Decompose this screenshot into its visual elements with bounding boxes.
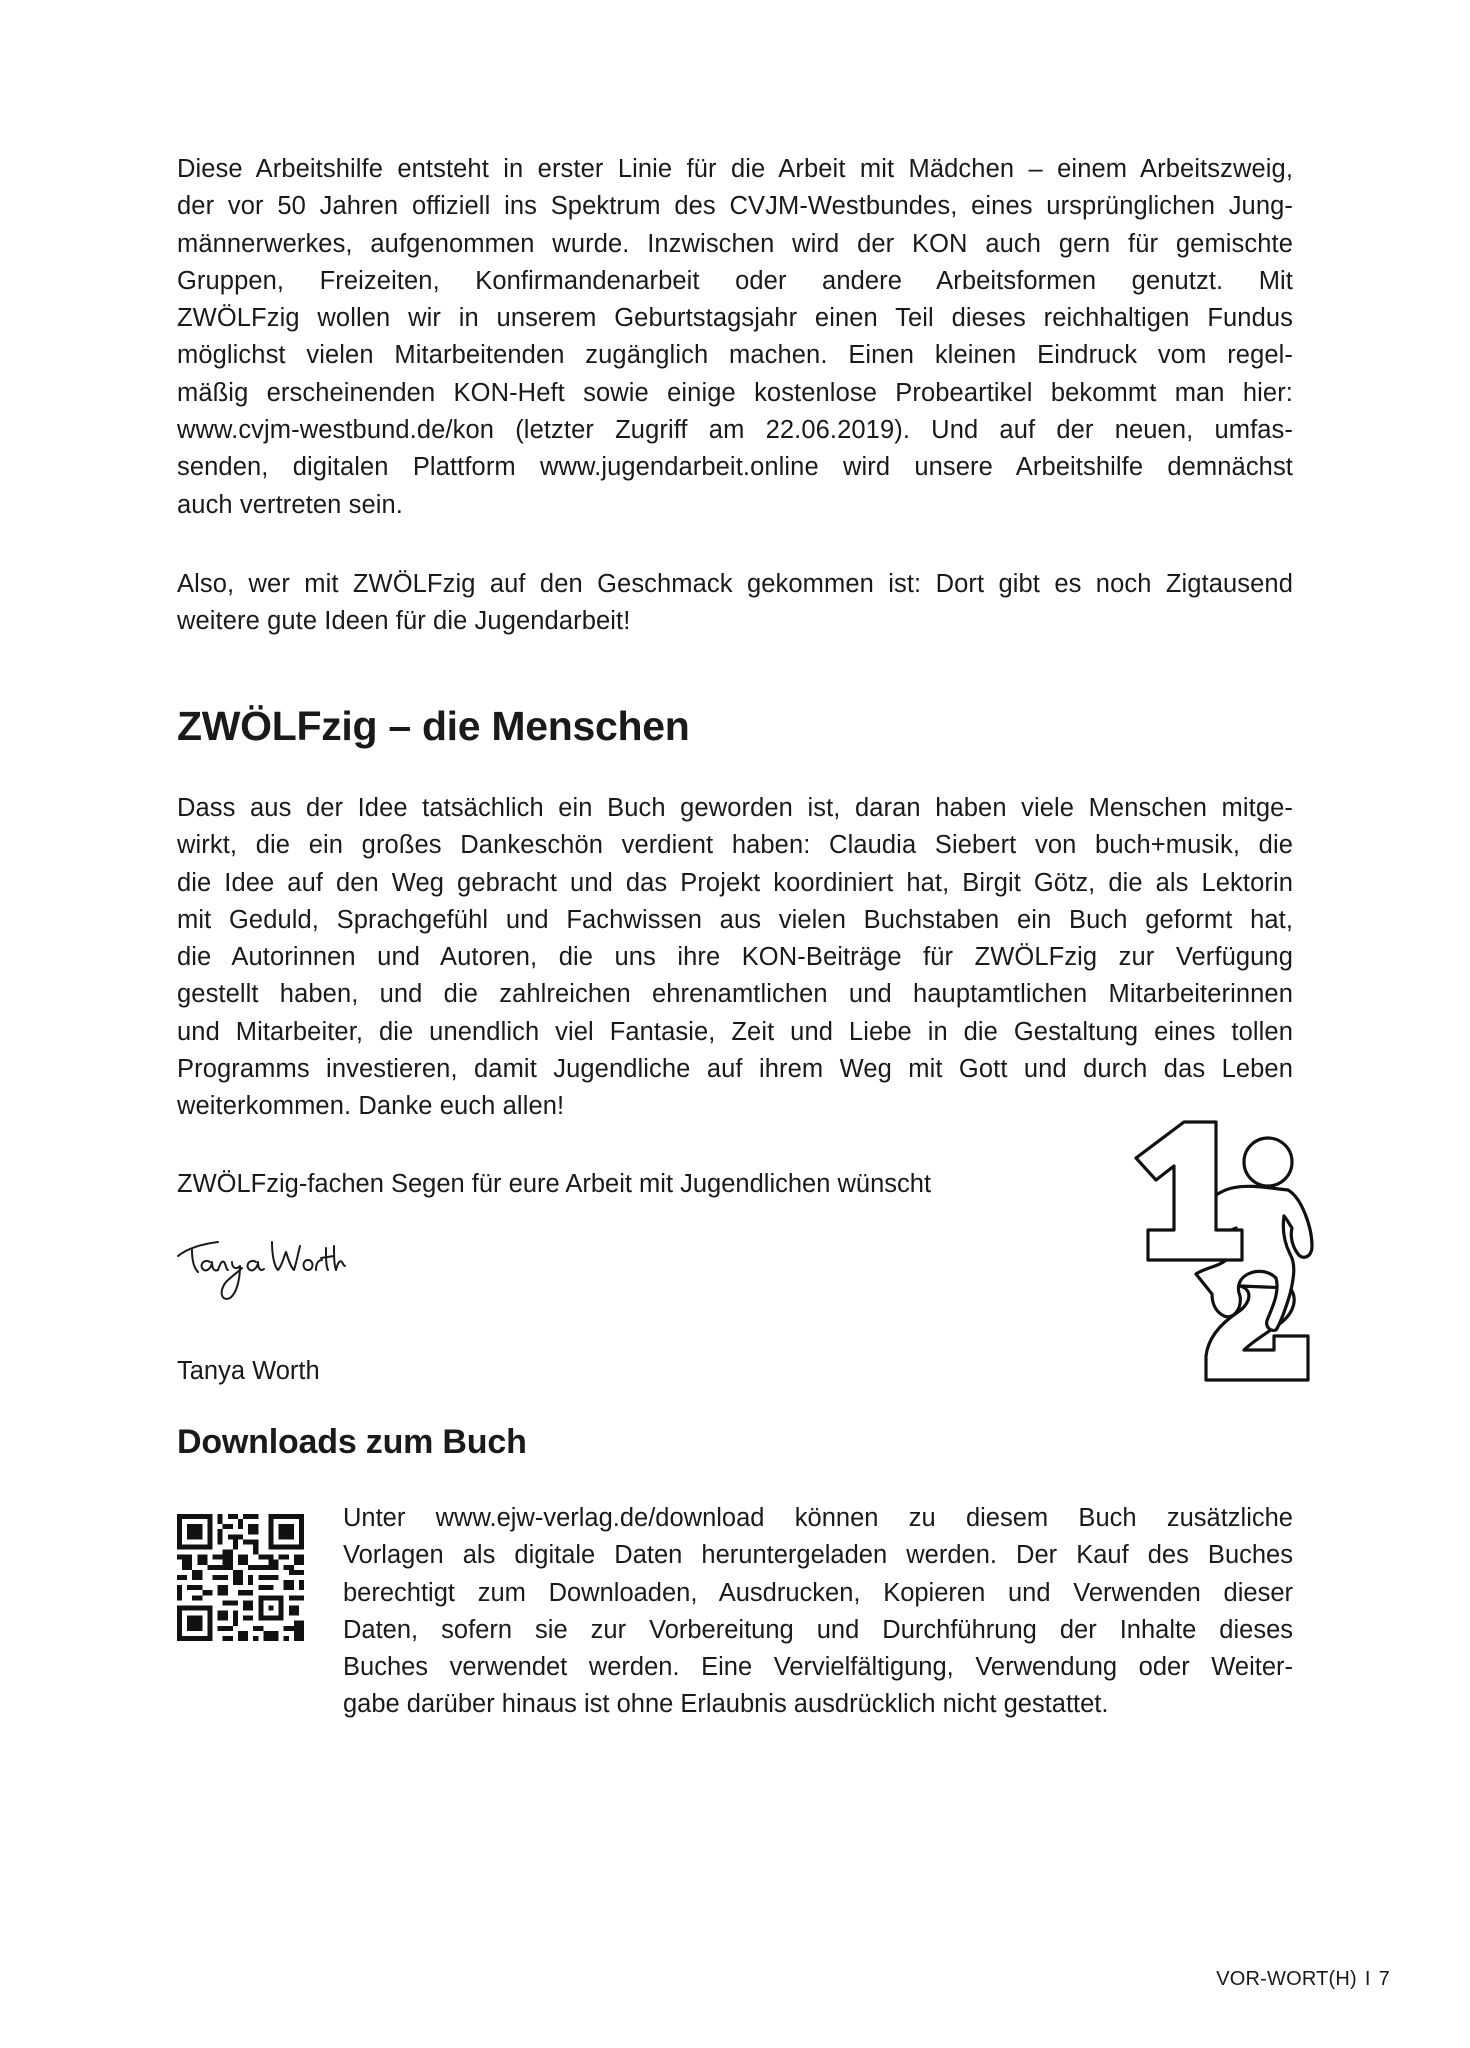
text-line: berechtigt zum Downloaden, Ausdrucken, Kopieren und Verwenden dieser (343, 1578, 1293, 1607)
text-line: Also, wer mit ZWÖLFzig auf den Geschmack gekommen ist: Dort gibt es noch Zigtausend (177, 570, 1293, 598)
text-line: wirkt, die ein großes Dankeschön verdient haben: Claudia Siebert von buch+musik, die (177, 831, 1293, 860)
page-number: 7 (1378, 1968, 1390, 1990)
intro-paragraph-1 (177, 151, 1293, 524)
text-line: möglichst vielen Mitarbeitenden zugänglich machen. Einen kleinen Eindruck vom regel- (177, 341, 1293, 370)
zwoelfzig-logo-icon (1122, 1118, 1322, 1388)
text-line: weitere gute Ideen für die Jugendarbeit! (177, 607, 631, 636)
text-line: weiterkommen. Danke euch allen! (177, 1092, 565, 1121)
text-line: die Autorinnen und Autoren, die uns ihre KON-Beiträge für ZWÖLFzig zur Verfügung (177, 943, 1293, 972)
running-section-title: VOR-WORT(H) (1216, 1968, 1357, 1990)
intro-paragraph-2 (177, 566, 1293, 641)
text-line: Daten, sofern sie zur Vorbereitung und Durchführung der Inhalte dieses (343, 1615, 1293, 1644)
downloads-paragraph (343, 1500, 1293, 1724)
text-line: senden, digitalen Plattform www.jugendarbeit.online wird unsere Arbeitshilfe demnächst (177, 453, 1293, 482)
text-line: www.cvjm-westbund.de/kon (letzter Zugriff am 22.06.2019). Und auf der neuen, umfas- (177, 416, 1293, 445)
section-heading-downloads: Downloads zum Buch (177, 1423, 527, 1461)
text-line: der vor 50 Jahren offiziell ins Spektrum des CVJM-Westbundes, eines ursprünglichen Jung- (177, 192, 1293, 221)
text-line: Programms investieren, damit Jugendliche auf ihrem Weg mit Gott und durch das Leben (177, 1055, 1293, 1084)
text-line: Gruppen, Freizeiten, Konfirmandenarbeit oder andere Arbeitsformen genutzt. Mit (177, 266, 1293, 295)
text-line: auch vertreten sein. (177, 490, 403, 519)
footer-separator: I (1364, 1968, 1371, 1990)
text-line: Buches verwendet werden. Eine Vervielfältigung, Verwendung oder Weiter- (343, 1653, 1293, 1682)
text-line: mit Geduld, Sprachgefühl und Fachwissen aus vielen Buchstaben ein Buch geformt hat, (177, 905, 1293, 934)
text-line: Diese Arbeitshilfe entsteht in erster Linie für die Arbeit mit Mädchen – einem Arbeitszweig, (177, 155, 1293, 183)
text-line: Unter www.ejw-verlag.de/download können zu diesem Buch zusätzliche (343, 1504, 1293, 1532)
qr-code-icon[interactable] (177, 1514, 304, 1641)
text-line: Dass aus der Idee tatsächlich ein Buch geworden ist, daran haben viele Menschen mitge- (177, 794, 1293, 822)
text-line: ZWÖLFzig wollen wir in unserem Geburtstagsjahr einen Teil dieses reichhaltigen Fundus (177, 304, 1293, 333)
text-line: und Mitarbeiter, die unendlich viel Fantasie, Zeit und Liebe in die Gestaltung eines tollen (177, 1017, 1293, 1046)
section-heading-people: ZWÖLFzig – die Menschen (177, 703, 690, 749)
signature-icon (176, 1236, 346, 1314)
text-line: Vorlagen als digitale Daten heruntergeladen werden. Der Kauf des Buches (343, 1541, 1293, 1570)
page-footer (1200, 1966, 1390, 1992)
people-paragraph (177, 790, 1293, 1126)
text-line: mäßig erscheinenden KON-Heft sowie einige kostenlose Probeartikel bekommt man hier: (177, 378, 1293, 407)
text-line: gestellt haben, und die zahlreichen ehrenamtlichen und hauptamtlichen Mitarbeiterinnen (177, 980, 1293, 1009)
text-line: männerwerkes, aufgenommen wurde. Inzwischen wird der KON auch gern für gemischte (177, 229, 1293, 258)
author-name: Tanya Worth (177, 1357, 320, 1385)
text-line: gabe darüber hinaus ist ohne Erlaubnis ausdrücklich nicht gestattet. (343, 1690, 1109, 1719)
closing-greeting: ZWÖLFzig-fachen Segen für eure Arbeit mit Jugendlichen wünscht (177, 1170, 932, 1198)
text-line: die Idee auf den Weg gebracht und das Projekt koordiniert hat, Birgit Götz, die als Lektorin (177, 868, 1293, 897)
